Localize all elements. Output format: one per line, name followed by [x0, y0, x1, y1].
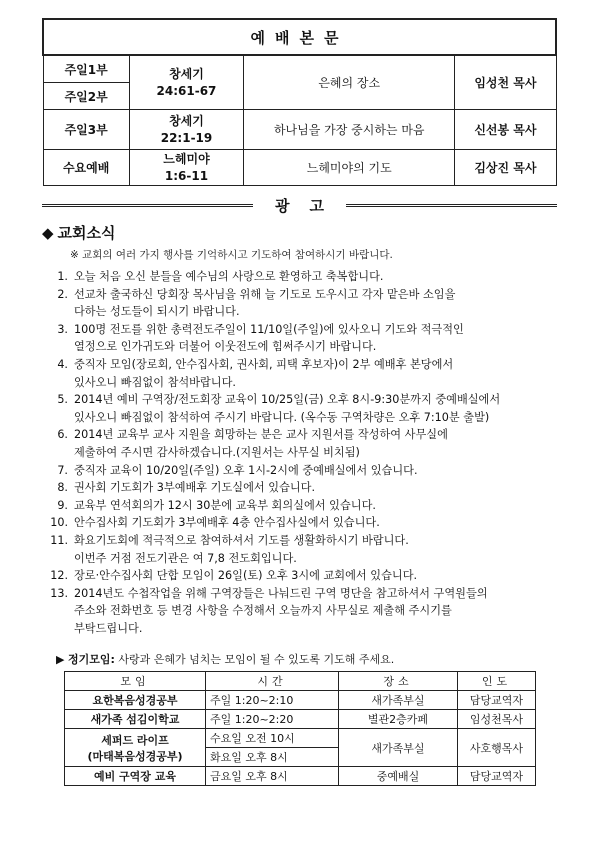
- service-label: 주일1부: [43, 55, 129, 83]
- meeting-name-line: (마태복음성경공부): [87, 749, 183, 763]
- list-item-line: 열정으로 인가귀도와 더불어 이웃전도에 힘써주시기 바랍니다.: [74, 340, 377, 354]
- list-item: [42, 286, 557, 321]
- list-item-number: 7.: [57, 463, 68, 477]
- meeting-name: [65, 729, 206, 767]
- list-item: [42, 391, 557, 426]
- meeting-place: 새가족부실: [339, 691, 458, 710]
- meeting-name: 새가족 섬김이학교: [65, 710, 206, 729]
- pastor-name: 임성천 목사: [455, 55, 556, 110]
- list-item-text: [74, 479, 557, 497]
- list-item: [42, 479, 557, 497]
- sermon-title: 하나님을 가장 중시하는 마음: [244, 110, 455, 150]
- list-item-number: 10.: [50, 516, 68, 530]
- list-item-number: 8.: [57, 481, 68, 495]
- list-item-text: [74, 391, 557, 426]
- list-item-text: [74, 585, 557, 638]
- meeting-time: 수요일 오전 10시: [206, 729, 339, 748]
- list-item-line: 제출하여 주시면 감사하겠습니다.(지원서는 사무실 비치됨): [74, 445, 360, 459]
- list-item-line: 오늘 처음 오신 분들을 예수님의 사랑으로 환영하고 축복합니다.: [74, 270, 384, 283]
- list-item-text: [74, 462, 557, 480]
- list-item-line: 부탁드립니다.: [74, 621, 143, 635]
- meeting-name: 예비 구역장 교육: [65, 767, 206, 786]
- list-item-line: 중직자 교육이 10/20일(주일) 오후 1시-2시에 중예배실에서 있습니다.: [74, 463, 418, 477]
- list-item-number: 13.: [50, 586, 68, 600]
- service-label: 주일3부: [43, 110, 129, 150]
- list-item-line: 안수집사회 기도회가 3부예배후 4층 안수집사실에서 있습니다.: [74, 516, 380, 530]
- list-item-line: 있사오니 빠짐없이 참석바랍니다.: [74, 375, 236, 389]
- column-header: 시간: [206, 672, 339, 691]
- meeting-leader: 담당교역자: [458, 767, 536, 786]
- meeting-time: 주일 1:20~2:10: [206, 691, 339, 710]
- list-item: [42, 321, 557, 356]
- list-item-line: 주소와 전화번호 등 변경 사항을 수정해서 오늘까지 사무실로 제출해 주시기를: [74, 604, 452, 618]
- list-item: [42, 585, 557, 638]
- divider: [346, 204, 557, 207]
- list-item-text: [74, 321, 557, 356]
- meetings-text: 사랑과 은혜가 넘치는 모임이 될 수 있도록 기도해 주세요.: [118, 653, 395, 667]
- scripture-cell: [129, 55, 243, 110]
- news-note: ※ 교회의 여러 가지 행사를 기억하시고 기도하여 참여하시기 바랍니다.: [70, 249, 393, 261]
- service-label: 수요예배: [43, 150, 129, 186]
- list-item-line: 이번주 거점 전도기관은 여 7,8 전도회입니다.: [74, 551, 297, 565]
- list-item-number: 6.: [57, 428, 68, 442]
- meeting-leader: 담당교역자: [458, 691, 536, 710]
- meeting-name-line: 세퍼드 라이프: [101, 733, 169, 747]
- list-item-line: 2014년도 수첩작업을 위해 구역장들은 나눠드린 구역 명단을 참고하셔서 구역원들의: [74, 586, 488, 600]
- meeting-time: 주일 1:20~2:20: [206, 710, 339, 729]
- list-item: [42, 426, 557, 461]
- list-item-line: 교육부 연석회의가 12시 30분에 교육부 회의실에서 있습니다.: [74, 498, 376, 512]
- ad-title: 광고: [275, 197, 344, 215]
- scripture-ref: 24:61-67: [156, 83, 217, 98]
- list-item: [42, 514, 557, 532]
- list-item-number: 4.: [57, 357, 68, 371]
- list-item-line: 다하는 성도들이 되시기 바랍니다.: [74, 305, 240, 319]
- scripture-ref: 22:1-19: [160, 130, 213, 145]
- table-row: [65, 710, 536, 729]
- news-title: 교회소식: [57, 224, 116, 242]
- column-header: 모임: [65, 672, 206, 691]
- diamond-icon: ◆: [42, 223, 54, 242]
- meetings-label: 정기모임:: [67, 653, 115, 667]
- meeting-time: 화요일 오후 8시: [206, 748, 339, 767]
- list-item-line: 100명 전도를 위한 총력전도주일이 11/10일(주일)에 있사오니 기도와 적극적인: [74, 322, 464, 336]
- meeting-time: 금요일 오후 8시: [206, 767, 339, 786]
- list-item-text: [74, 286, 557, 321]
- list-item-line: 화요기도회에 적극적으로 참여하셔서 기도를 생활화하시기 바랍니다.: [74, 533, 409, 547]
- list-item-line: 2014년 예비 구역장/전도회장 교육이 10/25일(금) 오후 8시-9:30분까지 중예배실에서: [74, 393, 501, 407]
- meeting-leader: 사호행목사: [458, 729, 536, 767]
- list-item: [42, 497, 557, 515]
- list-item: [42, 532, 557, 567]
- scripture-ref: 1:6-11: [164, 168, 209, 183]
- list-item-text: [74, 356, 557, 391]
- column-header: 인도: [458, 672, 536, 691]
- sermon-title: 느헤미야의 기도: [244, 150, 455, 186]
- list-item-line: 중직자 모임(장로회, 안수집사회, 권사회, 피택 후보자)이 2부 예배후 본당에서: [74, 357, 454, 371]
- list-item-text: [74, 497, 557, 515]
- meeting-place: 중예배실: [339, 767, 458, 786]
- news-heading: [42, 222, 557, 243]
- list-item-number: 5.: [57, 393, 68, 407]
- scripture-cell: [129, 110, 243, 150]
- list-item-text: [74, 567, 557, 585]
- list-item: [42, 268, 557, 286]
- list-item-number: 2.: [57, 287, 68, 301]
- meetings-caption: [56, 651, 557, 667]
- list-item-text: [74, 532, 557, 567]
- table-header-row: [65, 672, 536, 691]
- column-header: 장소: [339, 672, 458, 691]
- list-item-number: 9.: [57, 498, 68, 512]
- sermon-title: 은혜의 장소: [244, 55, 455, 110]
- list-item-line: 장로·안수집사회 단합 모임이 26일(토) 오후 3시에 교회에서 있습니다.: [74, 569, 418, 583]
- list-item-number: 11.: [50, 533, 68, 547]
- list-item-text: [74, 514, 557, 532]
- list-item-line: 있사오니 빠짐없이 참석하여 주시기 바랍니다. (옥수동 구역차량은 오후 7:10분 출발): [74, 410, 490, 424]
- meeting-place: 별관2층카페: [339, 710, 458, 729]
- pastor-name: 김상진 목사: [455, 150, 556, 186]
- list-item: [42, 356, 557, 391]
- list-item-line: 2014년 교육부 교사 지원을 희망하는 분은 교사 지원서를 작성하여 사무실에: [74, 428, 448, 442]
- list-item-text: [74, 426, 557, 461]
- list-item: [42, 567, 557, 585]
- scripture-cell: [129, 150, 243, 186]
- meeting-leader: 임성천목사: [458, 710, 536, 729]
- list-item-text: [74, 268, 557, 286]
- list-item-line: 선교차 출국하신 당회장 목사님을 위해 늘 기도로 도우시고 각자 맡은바 소임을: [74, 287, 456, 301]
- scripture-book: 창세기: [169, 66, 204, 81]
- arrow-right-icon: ▶: [56, 653, 65, 667]
- worship-table: [42, 18, 557, 186]
- list-item: [42, 462, 557, 480]
- scripture-book: 느헤미야: [163, 151, 210, 166]
- list-item-number: 3.: [57, 322, 68, 336]
- meeting-name: 요한복음성경공부: [65, 691, 206, 710]
- bulletin-page: [42, 18, 557, 786]
- scripture-book: 창세기: [169, 113, 204, 128]
- list-item-line: 권사회 기도회가 3부예배후 기도실에서 있습니다.: [74, 481, 316, 495]
- divider: [42, 204, 253, 207]
- list-item-number: 1.: [57, 270, 68, 283]
- meetings-table: [64, 671, 536, 786]
- meeting-place: 새가족부실: [339, 729, 458, 767]
- ad-header: [42, 195, 557, 216]
- table-row: [65, 691, 536, 710]
- list-item-number: 12.: [50, 569, 68, 583]
- worship-title: 예배본문: [43, 19, 556, 55]
- pastor-name: 신선봉 목사: [455, 110, 556, 150]
- service-label: 주일2부: [43, 83, 129, 110]
- table-row: [65, 729, 536, 748]
- news-list: [42, 268, 557, 637]
- table-row: [65, 767, 536, 786]
